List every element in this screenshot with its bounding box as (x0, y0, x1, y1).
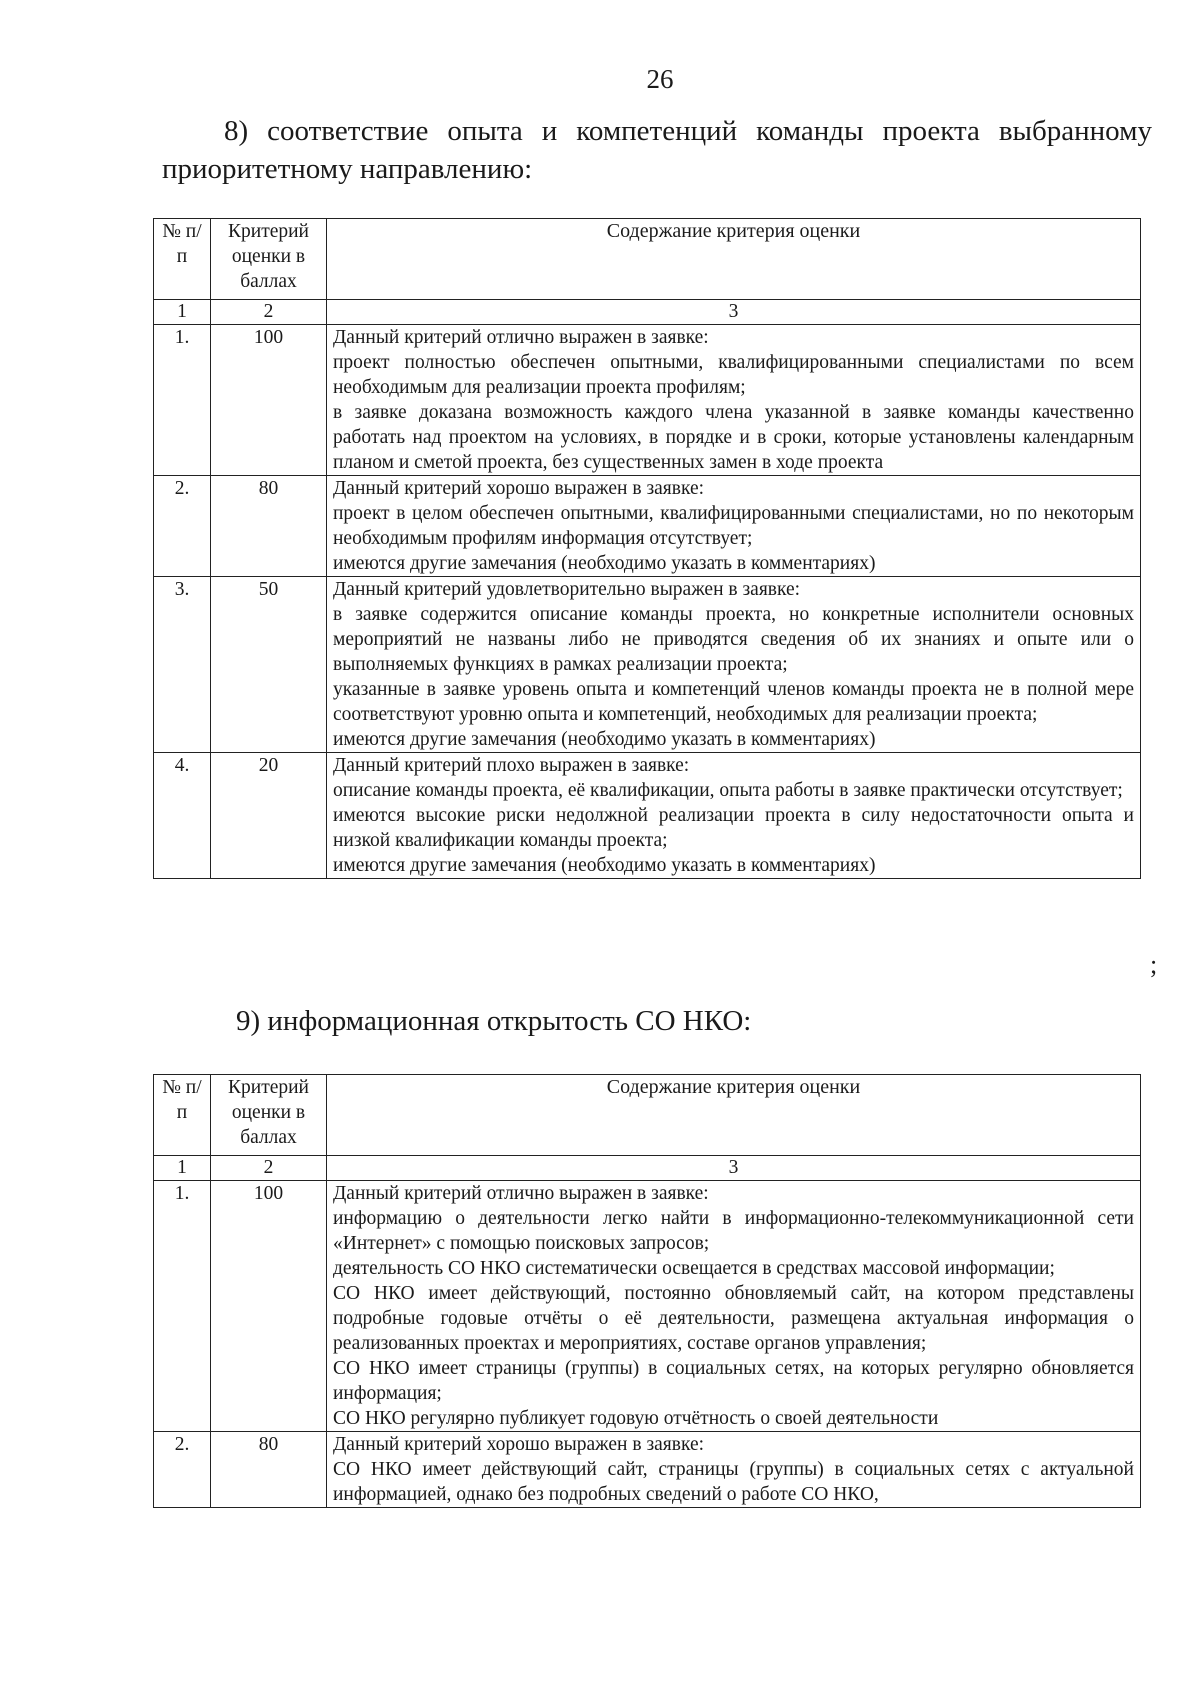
section-9-criteria-table (153, 1074, 1141, 1508)
content-line: в заявке доказана возможность каждого члена указанной в заявке команды качественно работать над проектом на условиях, в порядке и в сроки, которые установлены календарным планом и сметой проекта, без существенных замен в ходе проекта (333, 402, 1134, 473)
column-index-row (154, 1156, 1141, 1181)
table-row (154, 753, 1141, 879)
content-line: в заявке содержится описание команды проекта, но конкретные исполнители основных мероприятий не названы либо не приводятся сведения об их знаниях и опыте или о выполняемых функциях в рамках реализации проекта; (333, 604, 1134, 675)
content-line: Данный критерий хорошо выражен в заявке: (333, 478, 705, 499)
row-score: 50 (211, 577, 327, 753)
row-score: 100 (211, 325, 327, 476)
row-content (327, 476, 1141, 577)
column-index: 3 (327, 300, 1141, 325)
content-line: Данный критерий отлично выражен в заявке: (333, 327, 709, 348)
section-9-heading: 9) информационная открытость СО НКО: (236, 1005, 752, 1037)
content-line: имеются другие замечания (необходимо указать в комментариях) (333, 855, 876, 876)
section-8-criteria-table (153, 218, 1141, 879)
column-index: 2 (211, 1156, 327, 1181)
column-index-row (154, 300, 1141, 325)
row-number: 3. (154, 577, 211, 753)
content-line: проект в целом обеспечен опытными, квалифицированными специалистами, но по некоторым необходимым профилям информация отсутствует; (333, 503, 1134, 549)
table-row (154, 325, 1141, 476)
row-number: 4. (154, 753, 211, 879)
trailing-semicolon: ; (1150, 950, 1158, 979)
row-number: 2. (154, 1432, 211, 1508)
content-line: СО НКО имеет действующий, постоянно обновляемый сайт, на котором представлены подробные годовые отчёты о её деятельности, размещена актуальная информация о реализованных проектах и мероприятиях, составе органов управления; (333, 1283, 1134, 1354)
content-line: Данный критерий отлично выражен в заявке: (333, 1183, 709, 1204)
column-index: 1 (154, 300, 211, 325)
header-number: № п/п (154, 219, 211, 300)
row-number: 1. (154, 1181, 211, 1432)
row-number: 2. (154, 476, 211, 577)
row-number: 1. (154, 325, 211, 476)
content-line: СО НКО имеет страницы (группы) в социальных сетях, на которых регулярно обновляется информация; (333, 1358, 1134, 1404)
content-line: СО НКО имеет действующий сайт, страницы (группы) в социальных сетях с актуальной информацией, однако без подробных сведений о работе СО НКО, (333, 1459, 1134, 1505)
row-content (327, 1432, 1141, 1508)
table-header-row (154, 219, 1141, 300)
header-content: Содержание критерия оценки (327, 219, 1141, 300)
row-score: 20 (211, 753, 327, 879)
column-index: 1 (154, 1156, 211, 1181)
content-line: указанные в заявке уровень опыта и компетенций членов команды проекта не в полной мере соответствуют уровню опыта и компетенций, необходимых для реализации проекта; (333, 679, 1134, 725)
content-line: Данный критерий хорошо выражен в заявке: (333, 1434, 705, 1455)
row-score: 80 (211, 476, 327, 577)
table-row (154, 1432, 1141, 1508)
column-index: 2 (211, 300, 327, 325)
section-8-heading: 8) соответствие опыта и компетенций команды проекта выбранному приоритетному направлению: (162, 115, 1152, 185)
content-line: имеются высокие риски недолжной реализации проекта в силу недостаточности опыта и низкой квалификации команды проекта; (333, 805, 1134, 851)
content-line: Данный критерий удовлетворительно выражен в заявке: (333, 579, 801, 600)
content-line: имеются другие замечания (необходимо указать в комментариях) (333, 729, 876, 750)
content-line: проект полностью обеспечен опытными, квалифицированными специалистами по всем необходимым для реализации проекта профилям; (333, 352, 1134, 398)
content-line: деятельность СО НКО систематически освещается в средствах массовой информации; (333, 1258, 1055, 1279)
content-line: имеются другие замечания (необходимо указать в комментариях) (333, 553, 876, 574)
header-score: Критерий оценки в баллах (211, 219, 327, 300)
page-number: 26 (646, 64, 674, 94)
header-score: Критерий оценки в баллах (211, 1075, 327, 1156)
row-content (327, 325, 1141, 476)
table-row (154, 1181, 1141, 1432)
header-content: Содержание критерия оценки (327, 1075, 1141, 1156)
table-row (154, 577, 1141, 753)
content-line: описание команды проекта, её квалификации, опыта работы в заявке практически отсутствует; (333, 780, 1123, 801)
header-number: № п/п (154, 1075, 211, 1156)
row-content (327, 1181, 1141, 1432)
row-score: 80 (211, 1432, 327, 1508)
column-index: 3 (327, 1156, 1141, 1181)
table-row (154, 476, 1141, 577)
content-line: СО НКО регулярно публикует годовую отчётность о своей деятельности (333, 1408, 939, 1429)
content-line: информацию о деятельности легко найти в информационно-телекоммуникационной сети «Интернет» с помощью поисковых запросов; (333, 1208, 1134, 1254)
content-line: Данный критерий плохо выражен в заявке: (333, 755, 690, 776)
row-content (327, 753, 1141, 879)
row-score: 100 (211, 1181, 327, 1432)
row-content (327, 577, 1141, 753)
table-header-row (154, 1075, 1141, 1156)
